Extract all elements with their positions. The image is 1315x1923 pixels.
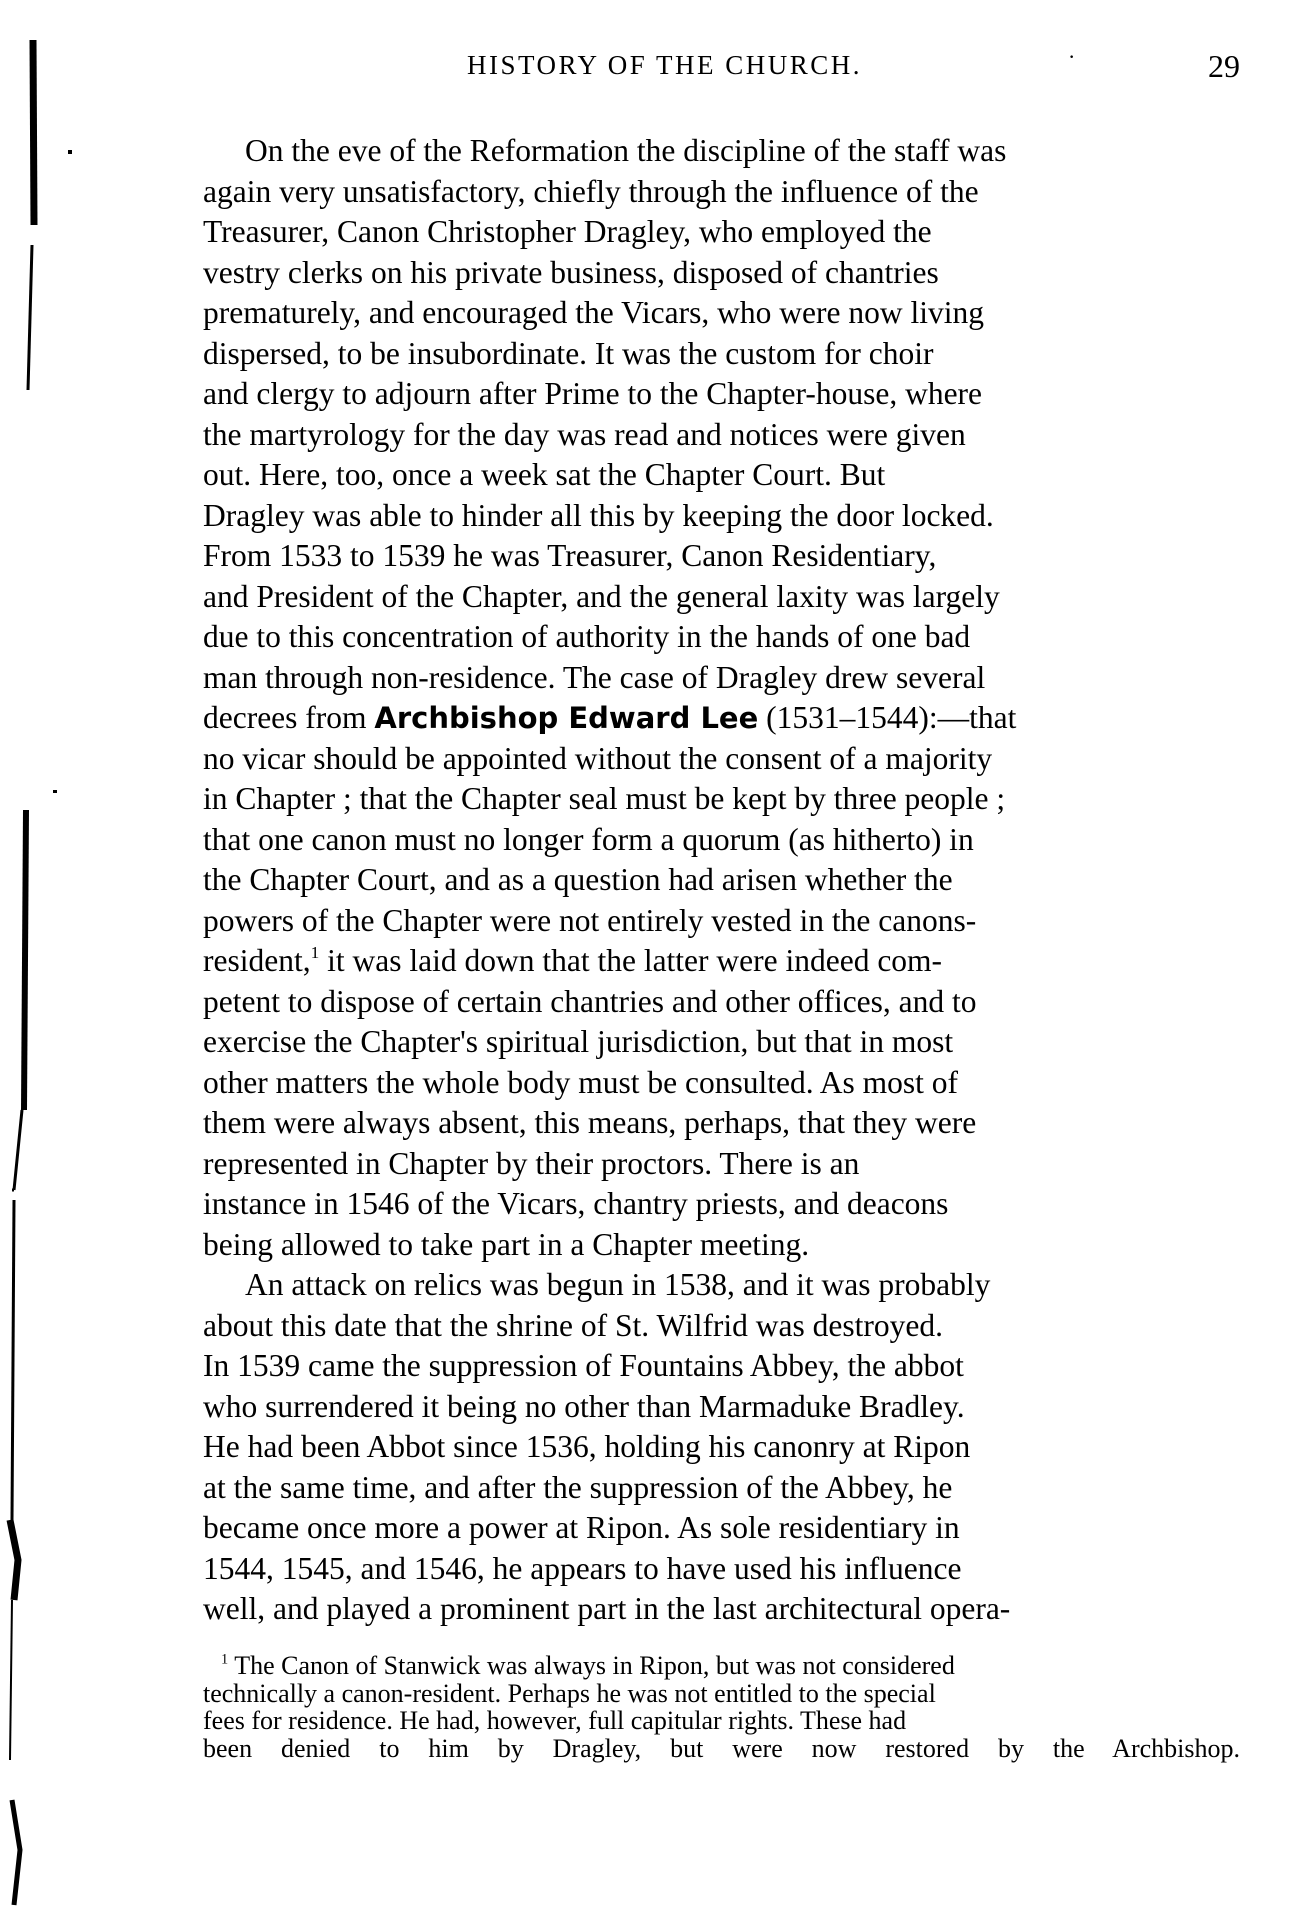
text-line-with-footnote-ref — [203, 941, 1240, 982]
text-line: powers of the Chapter were not entirely vested in the canons- — [203, 902, 977, 938]
text-line: 1544, 1545, and 1546, he appears to have used his influence — [203, 1550, 962, 1586]
text-line: them were always absent, this means, perhaps, that they were — [203, 1105, 977, 1140]
paragraph-2 — [203, 1265, 1240, 1630]
footnote-marker: 1 — [221, 1651, 229, 1668]
page-number: 29 — [1208, 48, 1240, 84]
text-line-with-bold-name — [203, 698, 1240, 739]
text-line: represented in Chapter by their proctors. There is an — [203, 1145, 860, 1181]
text-line: became once more a power at Ripon. As sole residentiary in — [203, 1510, 960, 1545]
running-header — [203, 44, 1240, 90]
text-line: at the same time, and after the suppression of the Abbey, he — [203, 1469, 953, 1505]
text-line: Treasurer, Canon Christopher Dragley, who employed the — [203, 214, 932, 249]
text-line: dispersed, to be insubordinate. It was the custom for choir — [203, 335, 934, 371]
text-line: in Chapter ; that the Chapter seal must be kept by three people ; — [203, 781, 1006, 816]
text-line: who surrendered it being no other than Marmaduke Bradley. — [203, 1388, 965, 1424]
text-line: petent to dispose of certain chantries and other offices, and to — [203, 983, 977, 1019]
text-line: An attack on relics was begun in 1538, and it was probably — [245, 1267, 991, 1302]
text-line: He had been Abbot since 1536, holding his canonry at Ripon — [203, 1429, 971, 1464]
text-line: instance in 1546 of the Vicars, chantry priests, and deacons — [203, 1186, 949, 1221]
text-line: On the eve of the Reformation the discipline of the staff was — [245, 133, 1007, 168]
text-line: being allowed to take part in a Chapter meeting. — [203, 1226, 810, 1262]
stray-mark: · — [1068, 44, 1078, 69]
text-line: man through non-residence. The case of Dragley drew several — [203, 659, 986, 695]
text-line: exercise the Chapter's spiritual jurisdiction, but that in most — [203, 1024, 954, 1059]
text-fragment: decrees from — [203, 700, 367, 735]
footnote-line: fees for residence. He had, however, full capitular rights. These had — [203, 1706, 907, 1735]
text-line: out. Here, too, once a week sat the Chapter Court. But — [203, 457, 886, 492]
text-fragment: (1531–1544):—that — [766, 700, 1017, 735]
footnote-line: been denied to him by Dragley, but were now restored by the Archbishop. — [203, 1733, 1240, 1763]
text-line: again very unsatisfactory, chiefly through the influence of the — [203, 173, 979, 209]
scan-binding-edge — [0, 0, 90, 1923]
text-line: Dragley was able to hinder all this by keeping the door locked. — [203, 497, 994, 533]
paragraph-1 — [203, 131, 1240, 1265]
text-line: due to this concentration of authority in the hands of one bad — [203, 619, 971, 654]
footnote-line: technically a canon-resident. Perhaps he was not entitled to the special — [203, 1678, 936, 1708]
text-line: other matters the whole body must be consulted. As most of — [203, 1064, 959, 1100]
footnote-line — [203, 1652, 1240, 1680]
text-line: and President of the Chapter, and the general laxity was largely — [203, 578, 1000, 614]
body-text — [203, 131, 1240, 1630]
text-line: the Chapter Court, and as a question had arisen whether the — [203, 862, 953, 897]
text-line: prematurely, and encouraged the Vicars, who were now living — [203, 295, 984, 330]
bold-name: Archbishop Edward Lee — [374, 701, 759, 735]
running-title: HISTORY OF THE CHURCH. — [467, 50, 863, 80]
text-line: that one canon must no longer form a quorum (as hitherto) in — [203, 821, 974, 857]
footnote — [203, 1652, 1240, 1762]
text-line: the martyrology for the day was read and notices were given — [203, 416, 966, 452]
text-fragment: it was laid down that the latter were indeed com- — [319, 943, 943, 978]
text-line: From 1533 to 1539 he was Treasurer, Canon Residentiary, — [203, 538, 937, 573]
text-line: In 1539 came the suppression of Fountains Abbey, the abbot — [203, 1348, 964, 1383]
footnote-reference[interactable]: 1 — [310, 943, 320, 963]
text-line: about this date that the shrine of St. Wilfrid was destroyed. — [203, 1307, 944, 1343]
text-line: and clergy to adjourn after Prime to the Chapter-house, where — [203, 376, 983, 411]
text-line: well, and played a prominent part in the last architectural opera- — [203, 1591, 1011, 1626]
footnote-text: The Canon of Stanwick was always in Ripon, but was not considered — [234, 1651, 955, 1680]
text-line: vestry clerks on his private business, disposed of chantries — [203, 254, 939, 290]
text-fragment: resident, — [203, 943, 311, 978]
text-line: no vicar should be appointed without the consent of a majority — [203, 740, 993, 776]
